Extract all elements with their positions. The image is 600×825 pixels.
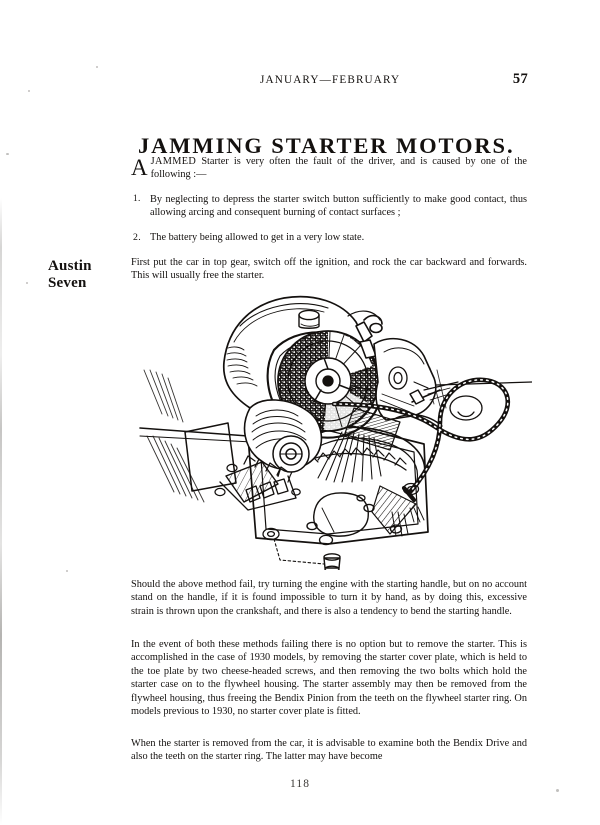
list-item-text: By neglecting to depress the starter switch button sufficiently to make good contact, thus allowing arcing and consequent burning of contact surfaces ; (150, 194, 527, 219)
list-item (131, 231, 527, 244)
scan-speck (28, 90, 30, 92)
scan-speck (6, 153, 9, 155)
list-item-number: 2. (133, 231, 141, 243)
scan-speck (96, 66, 98, 68)
paragraph-text: First put the car in top gear, switch off the ignition, and rock the car backward and forwards. This will usually free the starter. (131, 257, 527, 282)
margin-note-line-1: Austin (48, 258, 92, 274)
intro-text: Starter is very often the fault of the driver, and is caused by one of the following :— (150, 156, 527, 181)
scan-speck (66, 570, 68, 572)
margin-note (48, 258, 92, 291)
article-title: JAMMING STARTER MOTORS. (138, 133, 515, 159)
list-item-text: The battery being allowed to get in a very low state. (150, 231, 365, 243)
scan-edge-artifact (0, 0, 2, 825)
paragraph-text: In the event of both these methods failing there is no option but to remove the starter. This is accomplished in the case of 1930 models, by removing the starter cover plate, which is held to the toe plate by two cheese-headed screws, and then removing the two bolts which hold the starter case on to the flywheel housing. The starter assembly may then be removed from the flywheel housing, thus freeing the Bendix Pinion from the teeth on the flywheel starter ring. On models previous to 1930, no starter cover plate is fitted. (131, 639, 527, 718)
intro-paragraph (131, 155, 527, 182)
scan-speck (26, 282, 28, 284)
paragraph-text: When the starter is removed from the car, it is advisable to examine both the Bendix Drive and also the teeth on the starter ring. The latter may have become (131, 738, 527, 763)
list-item-number: 1. (133, 194, 141, 204)
body-paragraph-4 (131, 737, 527, 764)
running-head-title: JANUARY—FEBRUARY (260, 74, 401, 86)
intro-lead-smallcaps: JAMMED (150, 156, 197, 167)
body-paragraph-2 (131, 578, 527, 618)
starter-motor-illustration (128, 286, 532, 570)
drop-cap: A (131, 155, 148, 180)
running-head (138, 71, 528, 92)
page-number-top: 57 (512, 71, 528, 87)
page-number-bottom: 118 (289, 778, 311, 790)
margin-note-line-2: Seven (48, 274, 87, 291)
body-paragraph-1 (131, 256, 527, 283)
body-paragraph-3 (131, 638, 527, 718)
paragraph-text: Should the above method fail, try turning the engine with the starting handle, but on no account stand on the handle, if it is found impossible to turn it by hand, as by doing this, excessive strain is thrown upon the crankshaft, and there is also a tendency to bend the starting handle. (131, 579, 527, 617)
list-item (131, 193, 527, 220)
causes-list (131, 193, 527, 255)
